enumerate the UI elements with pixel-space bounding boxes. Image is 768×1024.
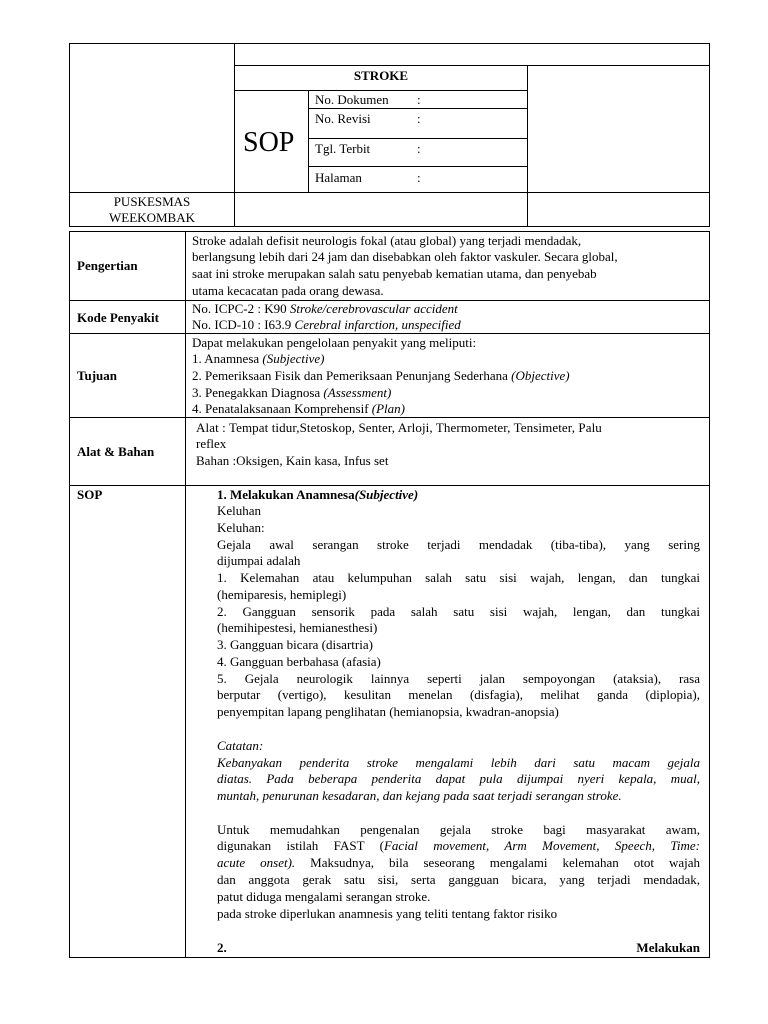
sop-heading-tag: (Subjective) bbox=[354, 487, 419, 502]
doc-title: STROKE bbox=[353, 68, 409, 83]
item1-line1: 1. Kelemahan atau kelumpuhan salah satu sisi wajah, lengan, dan tungkai bbox=[217, 570, 700, 585]
field-no-dokumen-sep: : bbox=[417, 92, 421, 107]
header-line-field3 bbox=[308, 166, 528, 167]
tujuan-item-2-text: 2. Pemeriksaan Fisik dan Pemeriksaan Penunjang Sederhana bbox=[192, 368, 512, 383]
header-line-bottom bbox=[69, 192, 710, 193]
tujuan-item-2-tag: (Objective) bbox=[511, 368, 570, 383]
label-tujuan: Tujuan bbox=[77, 368, 117, 383]
header-line-field2 bbox=[308, 138, 528, 139]
fast-line2 bbox=[217, 838, 700, 854]
pengertian-line1: Stroke adalah defisit neurologis fokal (atau global) yang terjadi mendadak, bbox=[192, 233, 582, 248]
catatan-label: Catatan: bbox=[217, 738, 264, 753]
tujuan-item-4-text: 4. Penatalaksanaan Komprehensif bbox=[192, 401, 372, 416]
tujuan-item-4 bbox=[192, 401, 405, 417]
sop-heading bbox=[217, 487, 418, 503]
pengertian-line2: berlangsung lebih dari 24 jam dan disebabkan oleh faktor vaskuler. Secara global, bbox=[192, 249, 618, 264]
field-no-revisi-sep: : bbox=[417, 111, 421, 126]
item5-line2: berputar (vertigo), kesulitan menelan (disfagia), melihat ganda (diplopia), bbox=[217, 687, 700, 702]
field-no-dokumen: No. Dokumen bbox=[315, 92, 389, 107]
keluhan-2: Keluhan: bbox=[217, 520, 265, 535]
fast-line3-text: Maksudnya, bila seseorang mengalami kelemahan otot wajah bbox=[295, 855, 701, 870]
field-halaman: Halaman bbox=[315, 170, 362, 185]
fast-line2-terms: Facial movement, Arm Movement, Speech, Time: bbox=[383, 838, 700, 853]
pengertian-line4: utama kecacatan pada orang dewasa. bbox=[192, 283, 384, 298]
field-tgl-terbit-sep: : bbox=[417, 141, 421, 156]
tujuan-item-4-tag: (Plan) bbox=[371, 401, 405, 416]
catatan-line3: muntah, penurunan kesadaran, dan kejang pada saat terjadi serangan stroke. bbox=[217, 788, 622, 803]
fast-line4: dan anggota gerak satu sisi, serta gangguan bicara, yang terjadi mendadak, bbox=[217, 872, 700, 887]
kode-icpc-code: No. ICPC-2 : K90 bbox=[192, 301, 290, 316]
item5-line1: 5. Gejala neurologik lainnya seperti jalan sempoyongan (ataksia), rasa bbox=[217, 671, 700, 686]
tujuan-item-2 bbox=[192, 368, 570, 384]
item5-line3: penyempitan lapang penglihatan (hemianopsia, kwadran-anopsia) bbox=[217, 704, 559, 719]
kode-icd-code: No. ICD-10 : I63.9 bbox=[192, 317, 295, 332]
item1-line2: (hemiparesis, hemiplegi) bbox=[217, 587, 347, 602]
label-alat-bahan: Alat & Bahan bbox=[77, 444, 155, 459]
fast-line2-text: digunakan istilah FAST ( bbox=[217, 838, 384, 853]
field-tgl-terbit: Tgl. Terbit bbox=[315, 141, 371, 156]
kode-icpc bbox=[192, 301, 458, 317]
kode-icpc-desc: Stroke/cerebrovascular accident bbox=[289, 301, 458, 316]
item2-line1: 2. Gangguan sensorik pada salah satu sisi wajah, lengan, dan tungkai bbox=[217, 604, 700, 619]
header-divider-sop bbox=[308, 90, 309, 192]
gejala-line2: dijumpai adalah bbox=[217, 553, 301, 568]
catatan-line2: diatas. Pada beberapa penderita dapat pula dijumpai nyeri kepala, mual, bbox=[217, 771, 700, 786]
label-sop: SOP bbox=[77, 487, 103, 502]
fast-line3-terms: acute onset). bbox=[217, 855, 296, 870]
bahan-line: Bahan :Oksigen, Kain kasa, Infus set bbox=[196, 453, 389, 468]
keluhan-1: Keluhan bbox=[217, 503, 262, 518]
next-step-word: Melakukan bbox=[636, 940, 700, 955]
tujuan-item-3 bbox=[192, 385, 391, 401]
sop-label: SOP bbox=[243, 127, 295, 158]
tujuan-intro: Dapat melakukan pengelolaan penyakit yang meliputi: bbox=[192, 335, 477, 350]
kode-icd bbox=[192, 317, 461, 333]
header-line-top bbox=[234, 65, 710, 66]
next-step-number: 2. bbox=[217, 940, 227, 955]
institution-line1: PUSKESMAS bbox=[113, 194, 191, 209]
tujuan-item-1-text: 1. Anamnesa bbox=[192, 351, 263, 366]
institution-line2: WEEKOMBAK bbox=[109, 210, 195, 225]
gejala-line1: Gejala awal serangan stroke terjadi mendadak (tiba-tiba), yang sering bbox=[217, 537, 700, 552]
fast-line1: Untuk memudahkan pengenalan gejala stroke bagi masyarakat awam, bbox=[217, 822, 700, 837]
kode-icd-desc: Cerebral infarction, unspecified bbox=[294, 317, 461, 332]
tujuan-item-3-text: 3. Penegakkan Diagnosa bbox=[192, 385, 324, 400]
field-halaman-sep: : bbox=[417, 170, 421, 185]
pengertian-line3: saat ini stroke merupakan salah satu penyebab kematian utama, dan penyebab bbox=[192, 266, 597, 281]
row-line-4 bbox=[69, 485, 710, 486]
sop-heading-text: 1. Melakukan Anamnesa bbox=[217, 487, 355, 502]
label-kode-penyakit: Kode Penyakit bbox=[77, 310, 159, 325]
body-divider-label bbox=[185, 231, 186, 958]
fast-line5: patut diduga mengalami serangan stroke. bbox=[217, 889, 431, 904]
tujuan-item-1 bbox=[192, 351, 324, 367]
item2-line2: (hemihipestesi, hemianesthesi) bbox=[217, 620, 378, 635]
row-line-3 bbox=[69, 417, 710, 418]
tujuan-item-3-tag: (Assessment) bbox=[323, 385, 392, 400]
header-line-title bbox=[234, 90, 528, 91]
field-no-revisi: No. Revisi bbox=[315, 111, 371, 126]
risiko-line: pada stroke diperlukan anamnesis yang teliti tentang faktor risiko bbox=[217, 906, 558, 921]
item4: 4. Gangguan berbahasa (afasia) bbox=[217, 654, 381, 669]
tujuan-item-1-tag: (Subjective) bbox=[262, 351, 325, 366]
header-line-field1 bbox=[308, 108, 528, 109]
alat-line2: reflex bbox=[196, 436, 227, 451]
alat-line1: Alat : Tempat tidur,Stetoskop, Senter, Arloji, Thermometer, Tensimeter, Palu bbox=[196, 420, 602, 435]
catatan-line1: Kebanyakan penderita stroke mengalami lebih dari satu macam gejala bbox=[217, 755, 700, 770]
label-pengertian: Pengertian bbox=[77, 258, 138, 273]
item3: 3. Gangguan bicara (disartria) bbox=[217, 637, 373, 652]
fast-line3 bbox=[217, 855, 700, 871]
row-line-2 bbox=[69, 333, 710, 334]
